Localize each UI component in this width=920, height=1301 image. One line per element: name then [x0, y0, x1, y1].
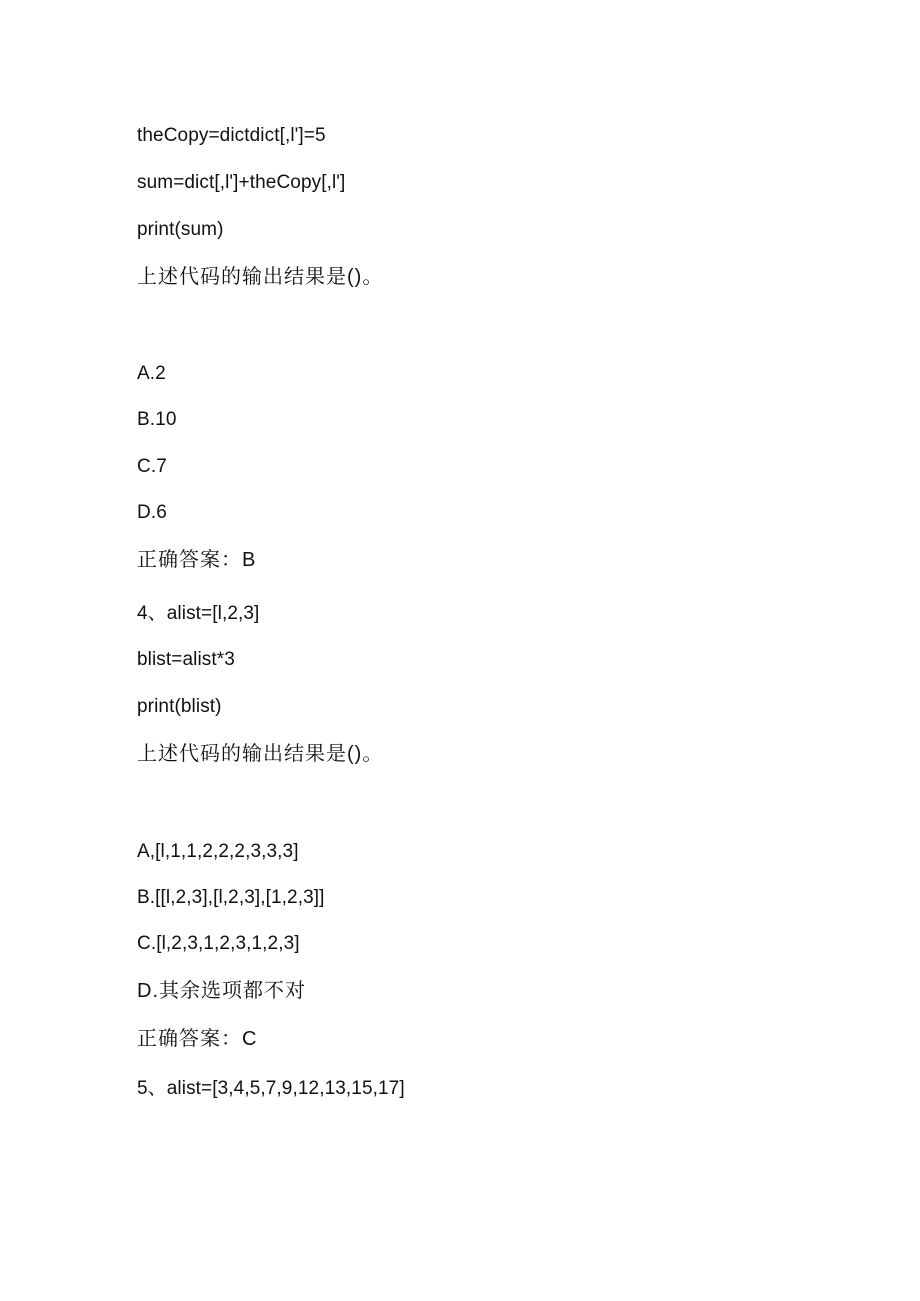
option-b: B.[[l,2,3],[l,2,3],[1,2,3]]: [137, 887, 325, 908]
answer-text: 正确答案：C: [137, 1028, 258, 1050]
option-c: C.7: [137, 456, 167, 477]
option-c: C.[l,2,3,1,2,3,1,2,3]: [137, 933, 300, 954]
option-a: A.2: [137, 363, 166, 384]
question-text: 上述代码的输出结果是()。: [137, 266, 384, 288]
code-line: 4、alist=[l,2,3]: [137, 603, 260, 624]
option-d: D.其余选项都不对: [137, 980, 306, 1002]
code-line: theCopy=dictdict[,l']=5: [137, 125, 326, 146]
code-line: sum=dict[,l']+theCopy[,l']: [137, 172, 346, 193]
option-a: A,[l,1,1,2,2,2,3,3,3]: [137, 841, 299, 862]
code-line: print(blist): [137, 696, 222, 717]
question-text: 上述代码的输出结果是()。: [137, 743, 384, 765]
option-b: B.10: [137, 409, 177, 430]
answer-text: 正确答案：B: [137, 549, 257, 571]
code-line: 5、alist=[3,4,5,7,9,12,13,15,17]: [137, 1078, 405, 1099]
code-line: print(sum): [137, 219, 224, 240]
option-d: D.6: [137, 502, 167, 523]
code-line: blist=alist*3: [137, 649, 235, 670]
